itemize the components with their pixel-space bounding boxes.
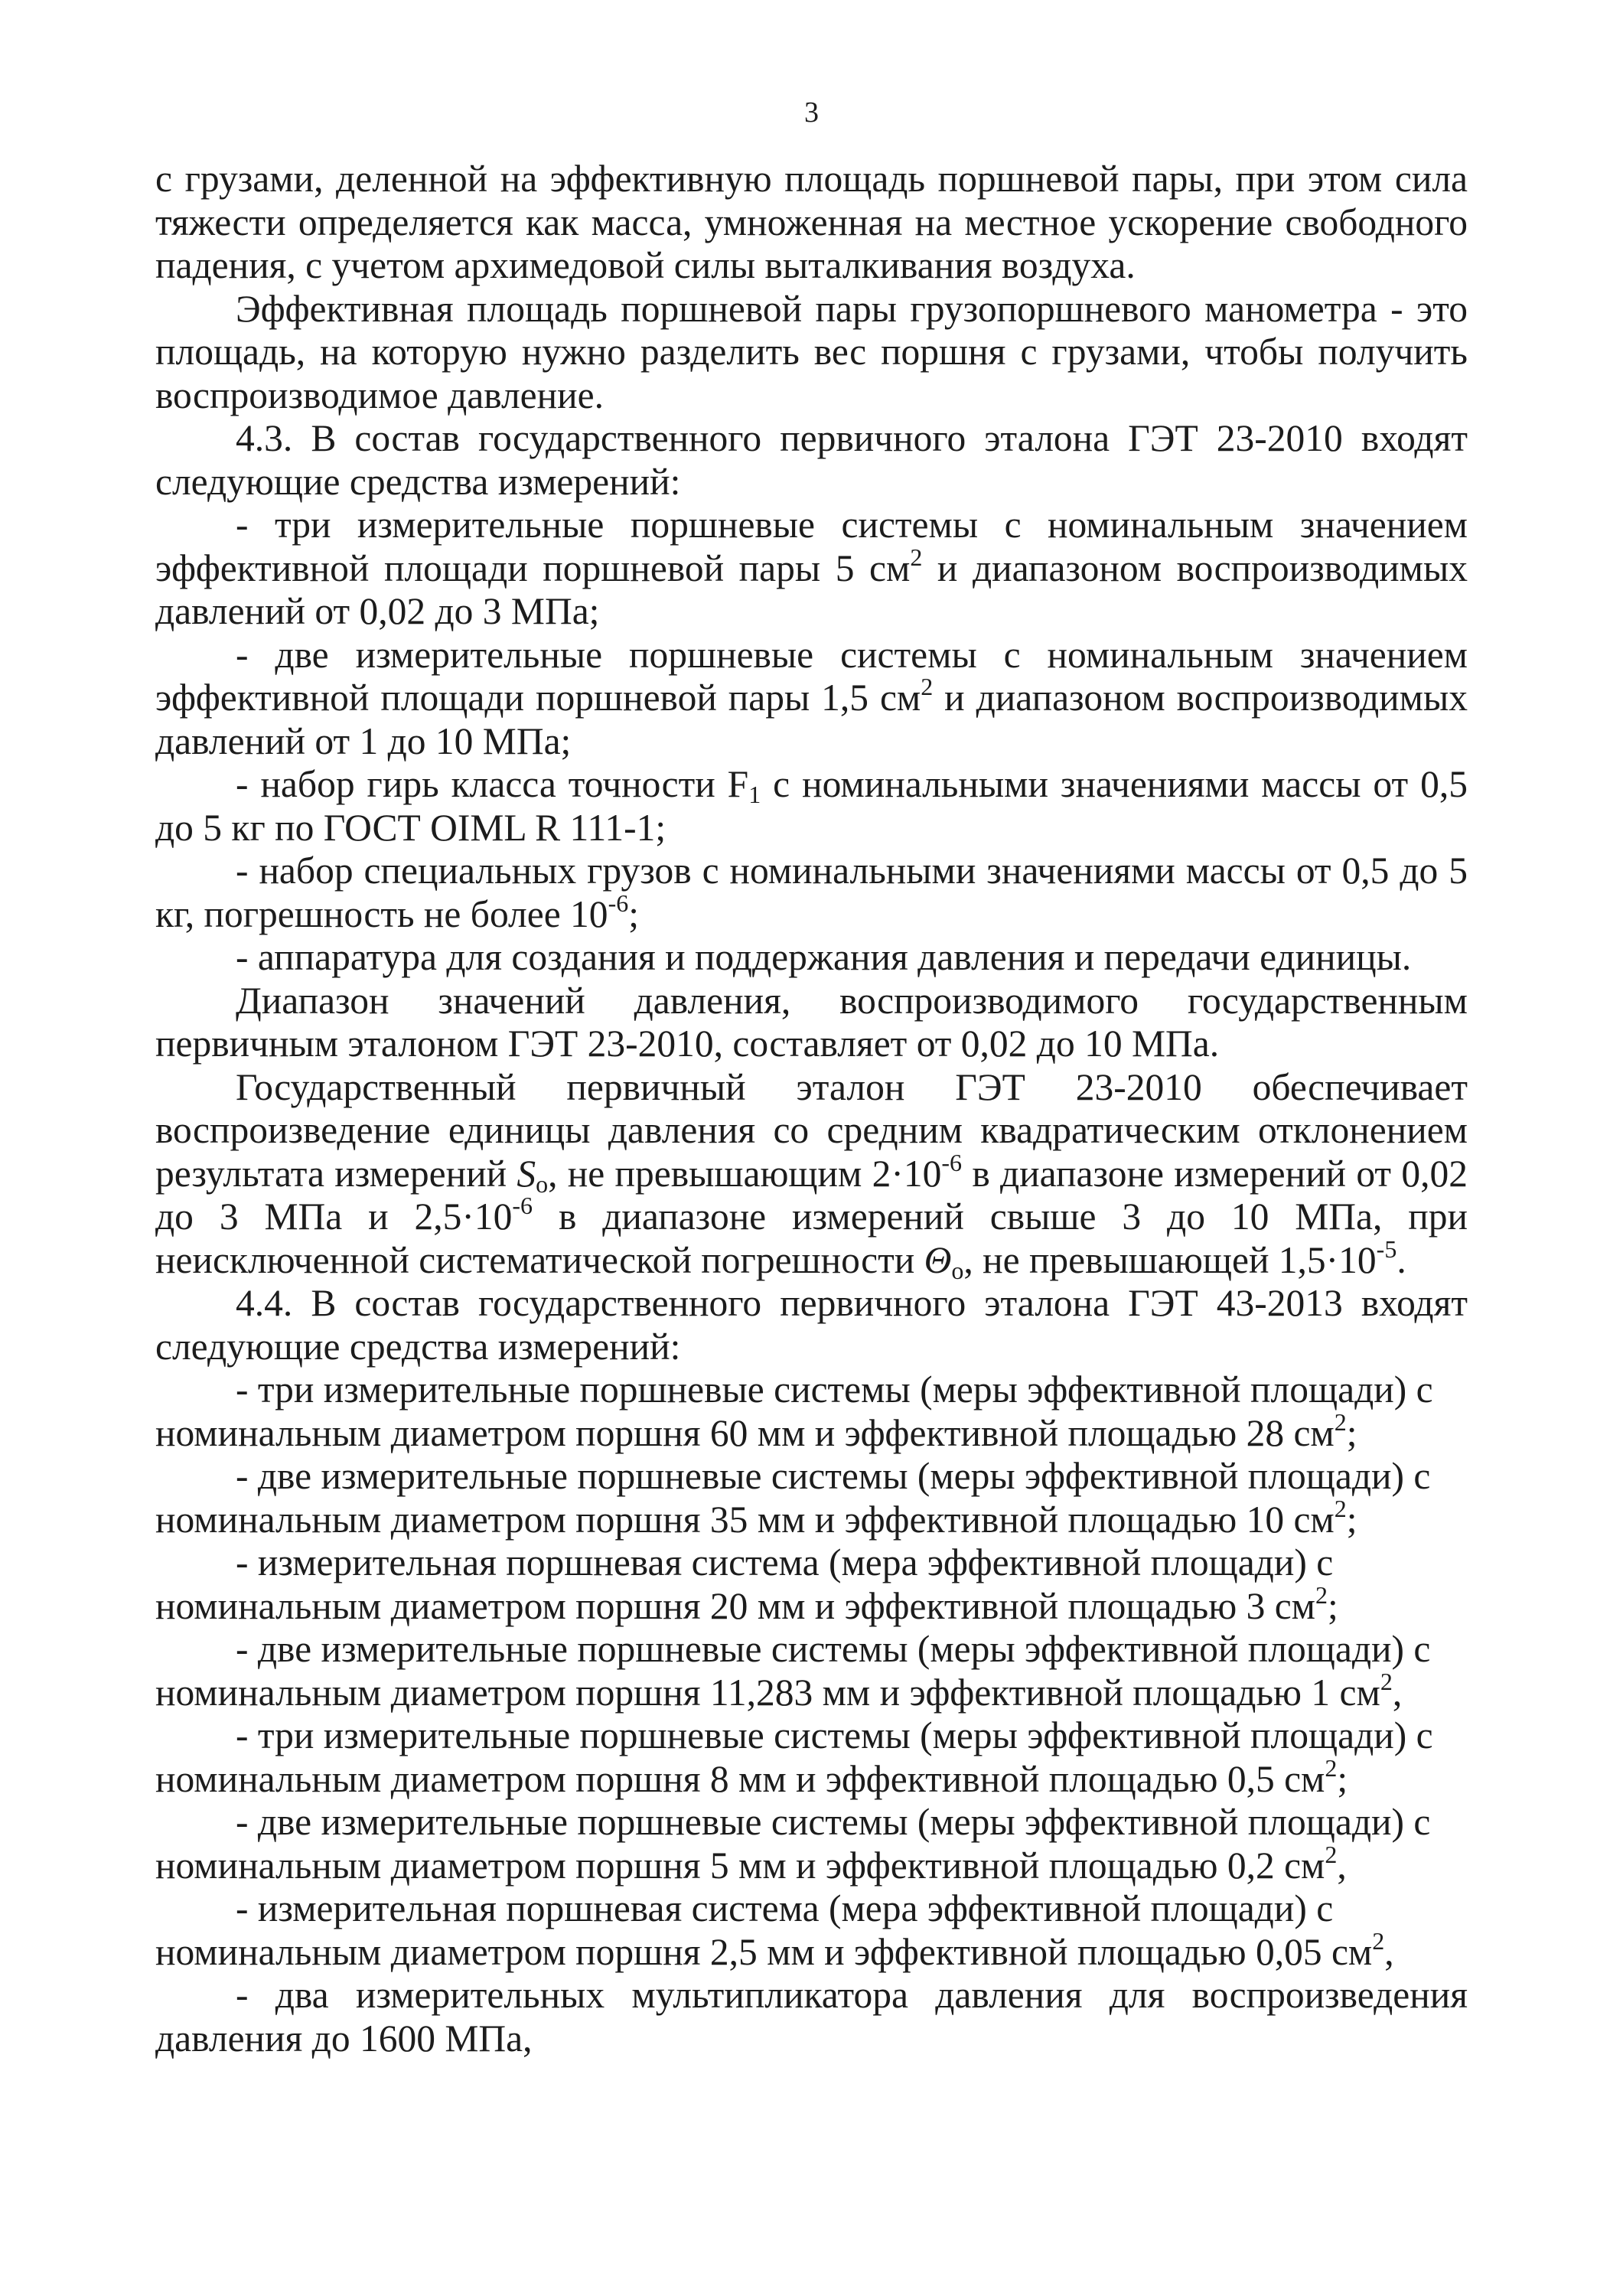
list-item: - три измерительные поршневые системы (меры эффективной площади) с номинальным диаметром поршня 60 мм и эффективной площадью 28 $см^2$; <box>155 1368 1433 1454</box>
paragraph-continuation: с грузами, деленной на эффективную площадь поршневой пары, при этом сила тяжести определяется как масса, умноженная на местное ускорение свободного падения, с учетом архимедовой силы выталкивания воздуха. <box>155 158 1468 286</box>
list-item: - измерительная поршневая система (мера эффективной площади) с номинальным диаметром поршня 20 мм и эффективной площадью 3 $см^2$; <box>155 1541 1338 1627</box>
list-item: - две измерительные поршневые системы (меры эффективной площади) с номинальным диаметром поршня 35 мм и эффективной площадью 10 $см^2$; <box>155 1455 1431 1541</box>
list-item: - две измерительные поршневые системы с номинальным значением эффективной площади поршневой пары 1,5 $см^2$ и диапазоном воспроизводимых давлений от 1 до 10 МПа; <box>155 633 1468 762</box>
page-number: 3 <box>804 96 819 129</box>
paragraph-section-4-3: 4.3. В состав государственного первичного эталона ГЭТ 23-2010 входят следующие средства измерений: <box>155 417 1468 503</box>
list-item: - три измерительные поршневые системы (меры эффективной площади) с номинальным диаметром поршня 8 мм и эффективной площадью 0,5 $см^2$; <box>155 1714 1433 1800</box>
paragraph-pressure-range: Диапазон значений давления, воспроизводимого государственным первичным эталоном ГЭТ 23-2010, составляет от 0,02 до 10 МПа. <box>155 979 1468 1065</box>
list-item: - набор гирь класса точности $F_1$ с номинальными значениями массы от 0,5 до 5 кг по ГОСТ OIML R 111-1; <box>155 763 1468 849</box>
list-item: - аппаратура для создания и поддержания давления и передачи единицы. <box>236 936 1412 978</box>
list-item: - две измерительные поршневые системы (меры эффективной площади) с номинальным диаметром поршня 5 мм и эффективной площадью 0,2 $см^2$, <box>155 1801 1431 1887</box>
document-body <box>155 158 1468 2060</box>
paragraph-section-4-4: 4.4. В состав государственного первичного эталона ГЭТ 43-2013 входят следующие средства измерений: <box>155 1282 1468 1368</box>
list-item: - набор специальных грузов с номинальными значениями массы от 0,5 до 5 кг, погрешность не более $10^{-6}$; <box>155 850 1468 935</box>
list-item: - измерительная поршневая система (мера эффективной площади) с номинальным диаметром поршня 2,5 мм и эффективной площадью 0,05 $см^2$, <box>155 1887 1394 1973</box>
list-item: - три измерительные поршневые системы с номинальным значением эффективной площади поршневой пары 5 $см^2$ и диапазоном воспроизводимых давлений от 0,02 до 3 МПа; <box>155 504 1468 632</box>
list-item: - два измерительных мультипликатора давления для воспроизведения давления до 1600 МПа, <box>155 1974 1468 2060</box>
list-item: - две измерительные поршневые системы (меры эффективной площади) с номинальным диаметром поршня 11,283 мм и эффективной площадью 1 $см^2$, <box>155 1628 1431 1714</box>
paragraph-accuracy: Государственный первичный эталон ГЭТ 23-2010 обеспечивает воспроизведение единицы давления со средним квадратическим отклонением результата измерений $S_о$, не превышающим $2\cdot 10^{-6}$ в диапазоне измерений от 0,02 до 3 МПа и $2,5\cdot 10^{-6}$ в диапазоне измерений свыше 3 до 10 МПа, при неисключенной систематической погрешности $\Theta_о$, не превышающей $1,5\cdot 10^{-5}$. <box>155 1065 1468 1284</box>
paragraph-effective-area-definition: Эффективная площадь поршневой пары грузопоршневого манометра - это площадь, на которую нужно разделить вес поршня с грузами, чтобы получить воспроизводимое давление. <box>155 287 1468 416</box>
